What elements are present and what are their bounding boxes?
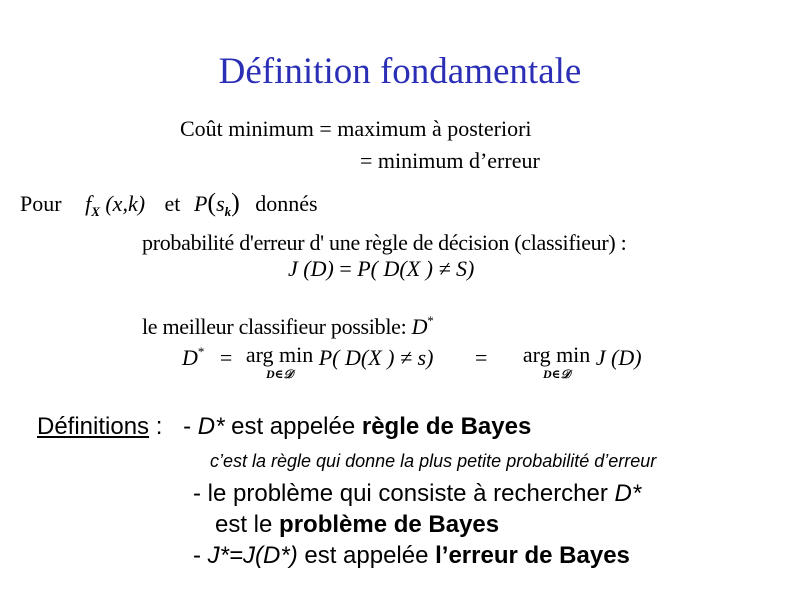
fx-args: (x,k) — [105, 191, 146, 216]
argmin-expr-2: J (D) — [595, 345, 642, 370]
argmin-lhs: D — [182, 345, 198, 370]
equivalence-line-2: = minimum d’erreur — [360, 148, 540, 173]
def2-bold: problème de Bayes — [279, 511, 500, 538]
formula-lhs: J (D) — [288, 256, 334, 281]
def2-var: D* — [614, 480, 642, 507]
def1-var: D* — [197, 413, 225, 440]
formula-eq: = — [339, 256, 352, 281]
argmin-op-1: arg min D∈𝒟 — [245, 342, 314, 381]
definitions-line-1: Définitions : - D* est appelée règle de Bayes — [37, 413, 532, 440]
given-pour: Pour — [20, 191, 62, 216]
argmin-op-2: arg min D∈𝒟 — [522, 342, 591, 381]
ps-symbol: $P(s_k)$ — [193, 188, 240, 219]
best-text: le meilleur classifieur possible: — [142, 314, 407, 339]
def3-var: J*=J(D*) — [207, 542, 298, 569]
error-prob-formula — [288, 256, 474, 282]
best-classifier-text — [142, 313, 433, 340]
given-et: et — [164, 191, 181, 216]
definitions-note: c’est la règle qui donne la plus petite probabilité d’erreur — [210, 451, 657, 471]
given-donnes: donnés — [255, 191, 318, 216]
definitions-line-2: - le problème qui consiste à rechercher D* — [193, 480, 642, 507]
slide-title: Définition fondamentale — [218, 51, 582, 92]
fx-symbol: $f_X$ — [85, 191, 100, 219]
argmin-eq2: = — [474, 345, 488, 370]
given-line — [20, 188, 318, 220]
definitions-line-3: est le problème de Bayes — [215, 511, 500, 538]
equivalence-line-1: Coût minimum = maximum à posteriori — [180, 116, 532, 141]
error-prob-text: probabilité d'erreur d' une règle de décision (classifieur) : — [142, 230, 627, 255]
argmin-eq1: = — [219, 345, 233, 370]
def3-bold: l’erreur de Bayes — [435, 542, 630, 569]
argmin-formula: D* = arg min D∈𝒟 P( D(X ) ≠ s) = arg min D∈𝒟 J (D) — [182, 342, 642, 381]
definitions-label: Définitions — [37, 413, 150, 440]
definitions-line-4: - J*=J(D*) est appelée l’erreur de Bayes — [193, 542, 630, 569]
argmin-expr-1: P( D(X ) ≠ s) — [318, 345, 434, 370]
def1-bold: règle de Bayes — [361, 413, 532, 440]
best-star: * — [427, 313, 434, 328]
formula-rhs: P( D(X ) ≠ S) — [357, 256, 475, 281]
best-d: D — [411, 314, 428, 339]
